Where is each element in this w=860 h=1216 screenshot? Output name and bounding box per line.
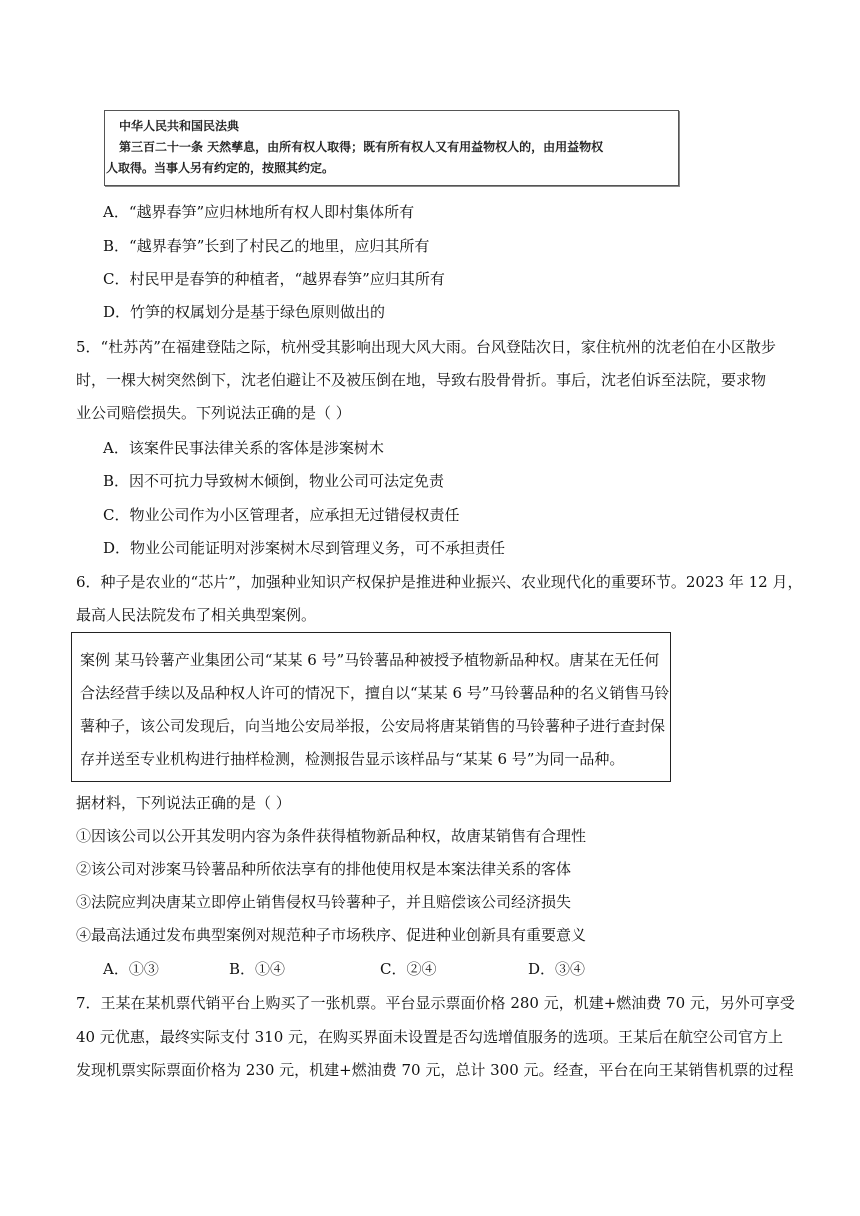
- q6-statement-2: ②该公司对涉案马铃薯品种所依法享有的排他使用权是本案法律关系的客体: [76, 860, 572, 878]
- law-text-line: 第三百二十一条 天然孳息，由所有权人取得；既有所有权人又有用益物权人的，由用益物权: [119, 140, 604, 154]
- q6-statement-3: ③法院应判决唐某立即停止销售侵权马铃薯种子，并且赔偿该公司经济损失: [76, 893, 572, 911]
- q4-option-d: D．竹笋的权属划分是基于绿色原则做出的: [103, 303, 386, 321]
- q5-stem-line: 5．“杜苏芮”在福建登陆之际，杭州受其影响出现大风大雨。台风登陆次日，家住杭州的沈老伯在小区散步: [76, 338, 776, 356]
- q5-option-c: C．物业公司作为小区管理者，应承担无过错侵权责任: [103, 506, 460, 524]
- case-box: [71, 632, 671, 782]
- q6-stem-line: 6．种子是农业的“芯片”，加强种业知识产权保护是推进种业振兴、农业现代化的重要环节。2023 年 12 月，: [76, 573, 803, 591]
- q4-option-a: A．“越界春笋”应归林地所有权人即村集体所有: [103, 203, 415, 221]
- q5-option-d: D．物业公司能证明对涉案树木尽到管理义务，可不承担责任: [103, 539, 506, 557]
- law-text-line: 人取得。当事人另有约定的，按照其约定。: [106, 161, 335, 175]
- q6-statement-4: ④最高法通过发布典型案例对规范种子市场秩序、促进种业创新具有重要意义: [76, 926, 587, 944]
- case-text-line: 存并送至专业机构进行抽样检测，检测报告显示该样品与“某某 6 号”为同一品种。: [80, 750, 625, 768]
- case-text-line: 合法经营手续以及品种权人许可的情况下，擅自以“某某 6 号”马铃薯品种的名义销售马铃: [80, 684, 670, 702]
- q6-choice-a: A．①③: [103, 960, 159, 978]
- q7-stem-line: 7．王某在某机票代销平台上购买了一张机票。平台显示票面价格 280 元，机建+燃油费 70 元，另外可享受: [76, 994, 795, 1012]
- q5-option-b: B．因不可抗力导致树木倾倒，物业公司可法定免责: [103, 472, 445, 490]
- q7-stem-line: 40 元优惠，最终实际支付 310 元，在购买界面未设置是否勾选增值服务的选项。王某后在航空公司官方上: [76, 1028, 784, 1046]
- q6-statement-1: ①因该公司以公开其发明内容为条件获得植物新品种权，故唐某销售有合理性: [76, 827, 587, 845]
- q6-choice-d: D．③④: [528, 960, 586, 978]
- case-text-line: 案例 某马铃薯产业集团公司“某某 6 号”马铃薯品种被授予植物新品种权。唐某在无任何: [80, 651, 660, 669]
- q6-choice-c: C．②④: [380, 960, 437, 978]
- q5-option-a: A．该案件民事法律关系的客体是涉案树木: [103, 439, 384, 457]
- q7-stem-line: 发现机票实际票面价格为 230 元，机建+燃油费 70 元，总计 300 元。经查，平台在向王某销售机票的过程: [76, 1061, 794, 1079]
- q5-stem-line: 时，一棵大树突然倒下，沈老伯避让不及被压倒在地，导致右股骨骨折。事后，沈老伯诉至法院，要求物: [76, 371, 767, 389]
- q4-option-c: C．村民甲是春笋的种植者，“越界春笋”应归其所有: [103, 270, 445, 288]
- q6-prompt: 据材料，下列说法正确的是（ ）: [76, 794, 291, 812]
- law-title: 中华人民共和国民法典: [119, 119, 240, 133]
- q6-choice-b: B．①④: [229, 960, 286, 978]
- civil-code-excerpt-box: [104, 110, 679, 186]
- q6-stem-line: 最高人民法院发布了相关典型案例。: [76, 606, 317, 624]
- q5-stem-line: 业公司赔偿损失。下列说法正确的是（ ）: [76, 404, 351, 422]
- case-text-line: 薯种子，该公司发现后，向当地公安局举报，公安局将唐某销售的马铃薯种子进行查封保: [80, 717, 666, 735]
- q4-option-b: B．“越界春笋”长到了村民乙的地里，应归其所有: [103, 237, 430, 255]
